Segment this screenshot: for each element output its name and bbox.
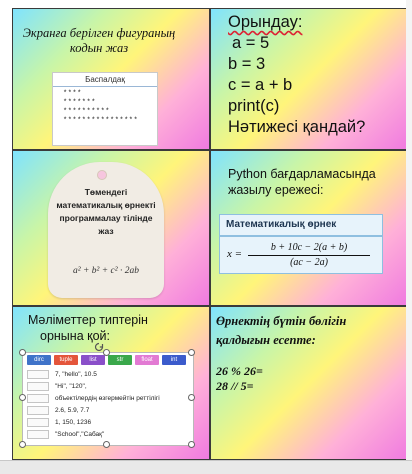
type-chip[interactable]: int xyxy=(162,355,186,365)
type-chip-bar xyxy=(27,355,186,366)
resize-handle[interactable] xyxy=(19,441,26,448)
code-line: b = 3 xyxy=(228,55,266,73)
resize-handle[interactable] xyxy=(188,349,195,356)
modulo-line: 26 % 26= xyxy=(216,364,263,378)
value-text: "School","Сабақ" xyxy=(55,430,105,438)
modulo-lines xyxy=(216,364,263,394)
code-line: a = 5 xyxy=(232,34,270,52)
formula-lhs: x = xyxy=(227,248,243,260)
resize-handle[interactable] xyxy=(19,394,26,401)
ladder-row: ******* xyxy=(63,99,96,107)
code-line: print(c) xyxy=(228,97,280,115)
value-text: "Hi", "120", xyxy=(55,382,87,390)
task-label: Орындау: xyxy=(228,13,303,31)
code-task xyxy=(228,12,406,138)
math-formula-card xyxy=(219,214,383,274)
tag-formula: a² + b² + c² · 2ab xyxy=(73,266,139,276)
formula-numerator: b + 10c − 2(a + b) xyxy=(270,242,348,253)
value-row xyxy=(27,393,160,403)
modulo-task-title: Өрнектің бүтін бөлігін қалдығын есепте: xyxy=(216,314,347,347)
data-types-exercise[interactable] xyxy=(22,352,194,446)
ladder-figure xyxy=(52,72,158,146)
code-line: c = a + b xyxy=(228,76,293,94)
drop-slot[interactable] xyxy=(27,406,49,415)
modulo-line: 28 // 5= xyxy=(216,379,254,393)
data-types-title xyxy=(28,312,204,344)
tag-task-text: Төмендегі математикалық өрнекті программалау тілінде жаз xyxy=(56,187,156,236)
drop-slot[interactable] xyxy=(27,382,49,391)
rotate-handle-icon[interactable] xyxy=(94,339,104,349)
value-text: 1, 150, 1236 xyxy=(55,418,92,426)
drop-slot[interactable] xyxy=(27,418,49,427)
resize-handle[interactable] xyxy=(19,349,26,356)
value-text: 2.6, 5.9, 7.7 xyxy=(55,406,90,414)
type-chip[interactable]: list xyxy=(81,355,105,365)
figure-task-title: Экранға берілген фигураның кодын жаз xyxy=(22,26,176,55)
ladder-header: Баспалдақ xyxy=(53,73,157,87)
ladder-row: **** xyxy=(63,90,82,98)
python-rule-title: Python бағдарламасында жазылу ережесі: xyxy=(228,167,376,197)
formula-divider xyxy=(220,235,382,237)
formula-denominator: (ac − 2a) xyxy=(290,257,328,268)
formula-header: Математикалық өрнек xyxy=(226,219,337,230)
data-types-title-line: орнына қой: xyxy=(40,329,110,343)
value-row xyxy=(27,405,89,415)
resize-handle[interactable] xyxy=(103,349,110,356)
data-types-title-line: Мәліметтер типтерін xyxy=(28,313,148,327)
type-chip[interactable]: str xyxy=(108,355,132,365)
drop-slot[interactable] xyxy=(27,394,49,403)
value-row xyxy=(27,381,87,391)
scroll-edge xyxy=(406,0,412,460)
resize-handle[interactable] xyxy=(188,441,195,448)
code-question: Нәтижесі қандай? xyxy=(228,118,366,136)
ladder-row: **************** xyxy=(63,117,139,125)
value-row xyxy=(27,429,104,439)
resize-handle[interactable] xyxy=(103,441,110,448)
type-chip[interactable]: float xyxy=(135,355,159,365)
tag-hole-icon xyxy=(97,170,107,180)
ladder-row: ********** xyxy=(63,108,111,116)
type-chip[interactable]: tuple xyxy=(54,355,78,365)
value-text: 7, "hello", 10.5 xyxy=(55,370,97,378)
type-chip[interactable]: dirc xyxy=(27,355,51,365)
fraction-bar xyxy=(248,255,370,256)
status-bar xyxy=(0,460,412,474)
value-text: объектілердің өзгермейтін реттілігі xyxy=(55,394,160,402)
drop-slot[interactable] xyxy=(27,430,49,439)
value-row xyxy=(27,417,91,427)
value-row xyxy=(27,369,97,379)
resize-handle[interactable] xyxy=(188,394,195,401)
drop-slot[interactable] xyxy=(27,370,49,379)
